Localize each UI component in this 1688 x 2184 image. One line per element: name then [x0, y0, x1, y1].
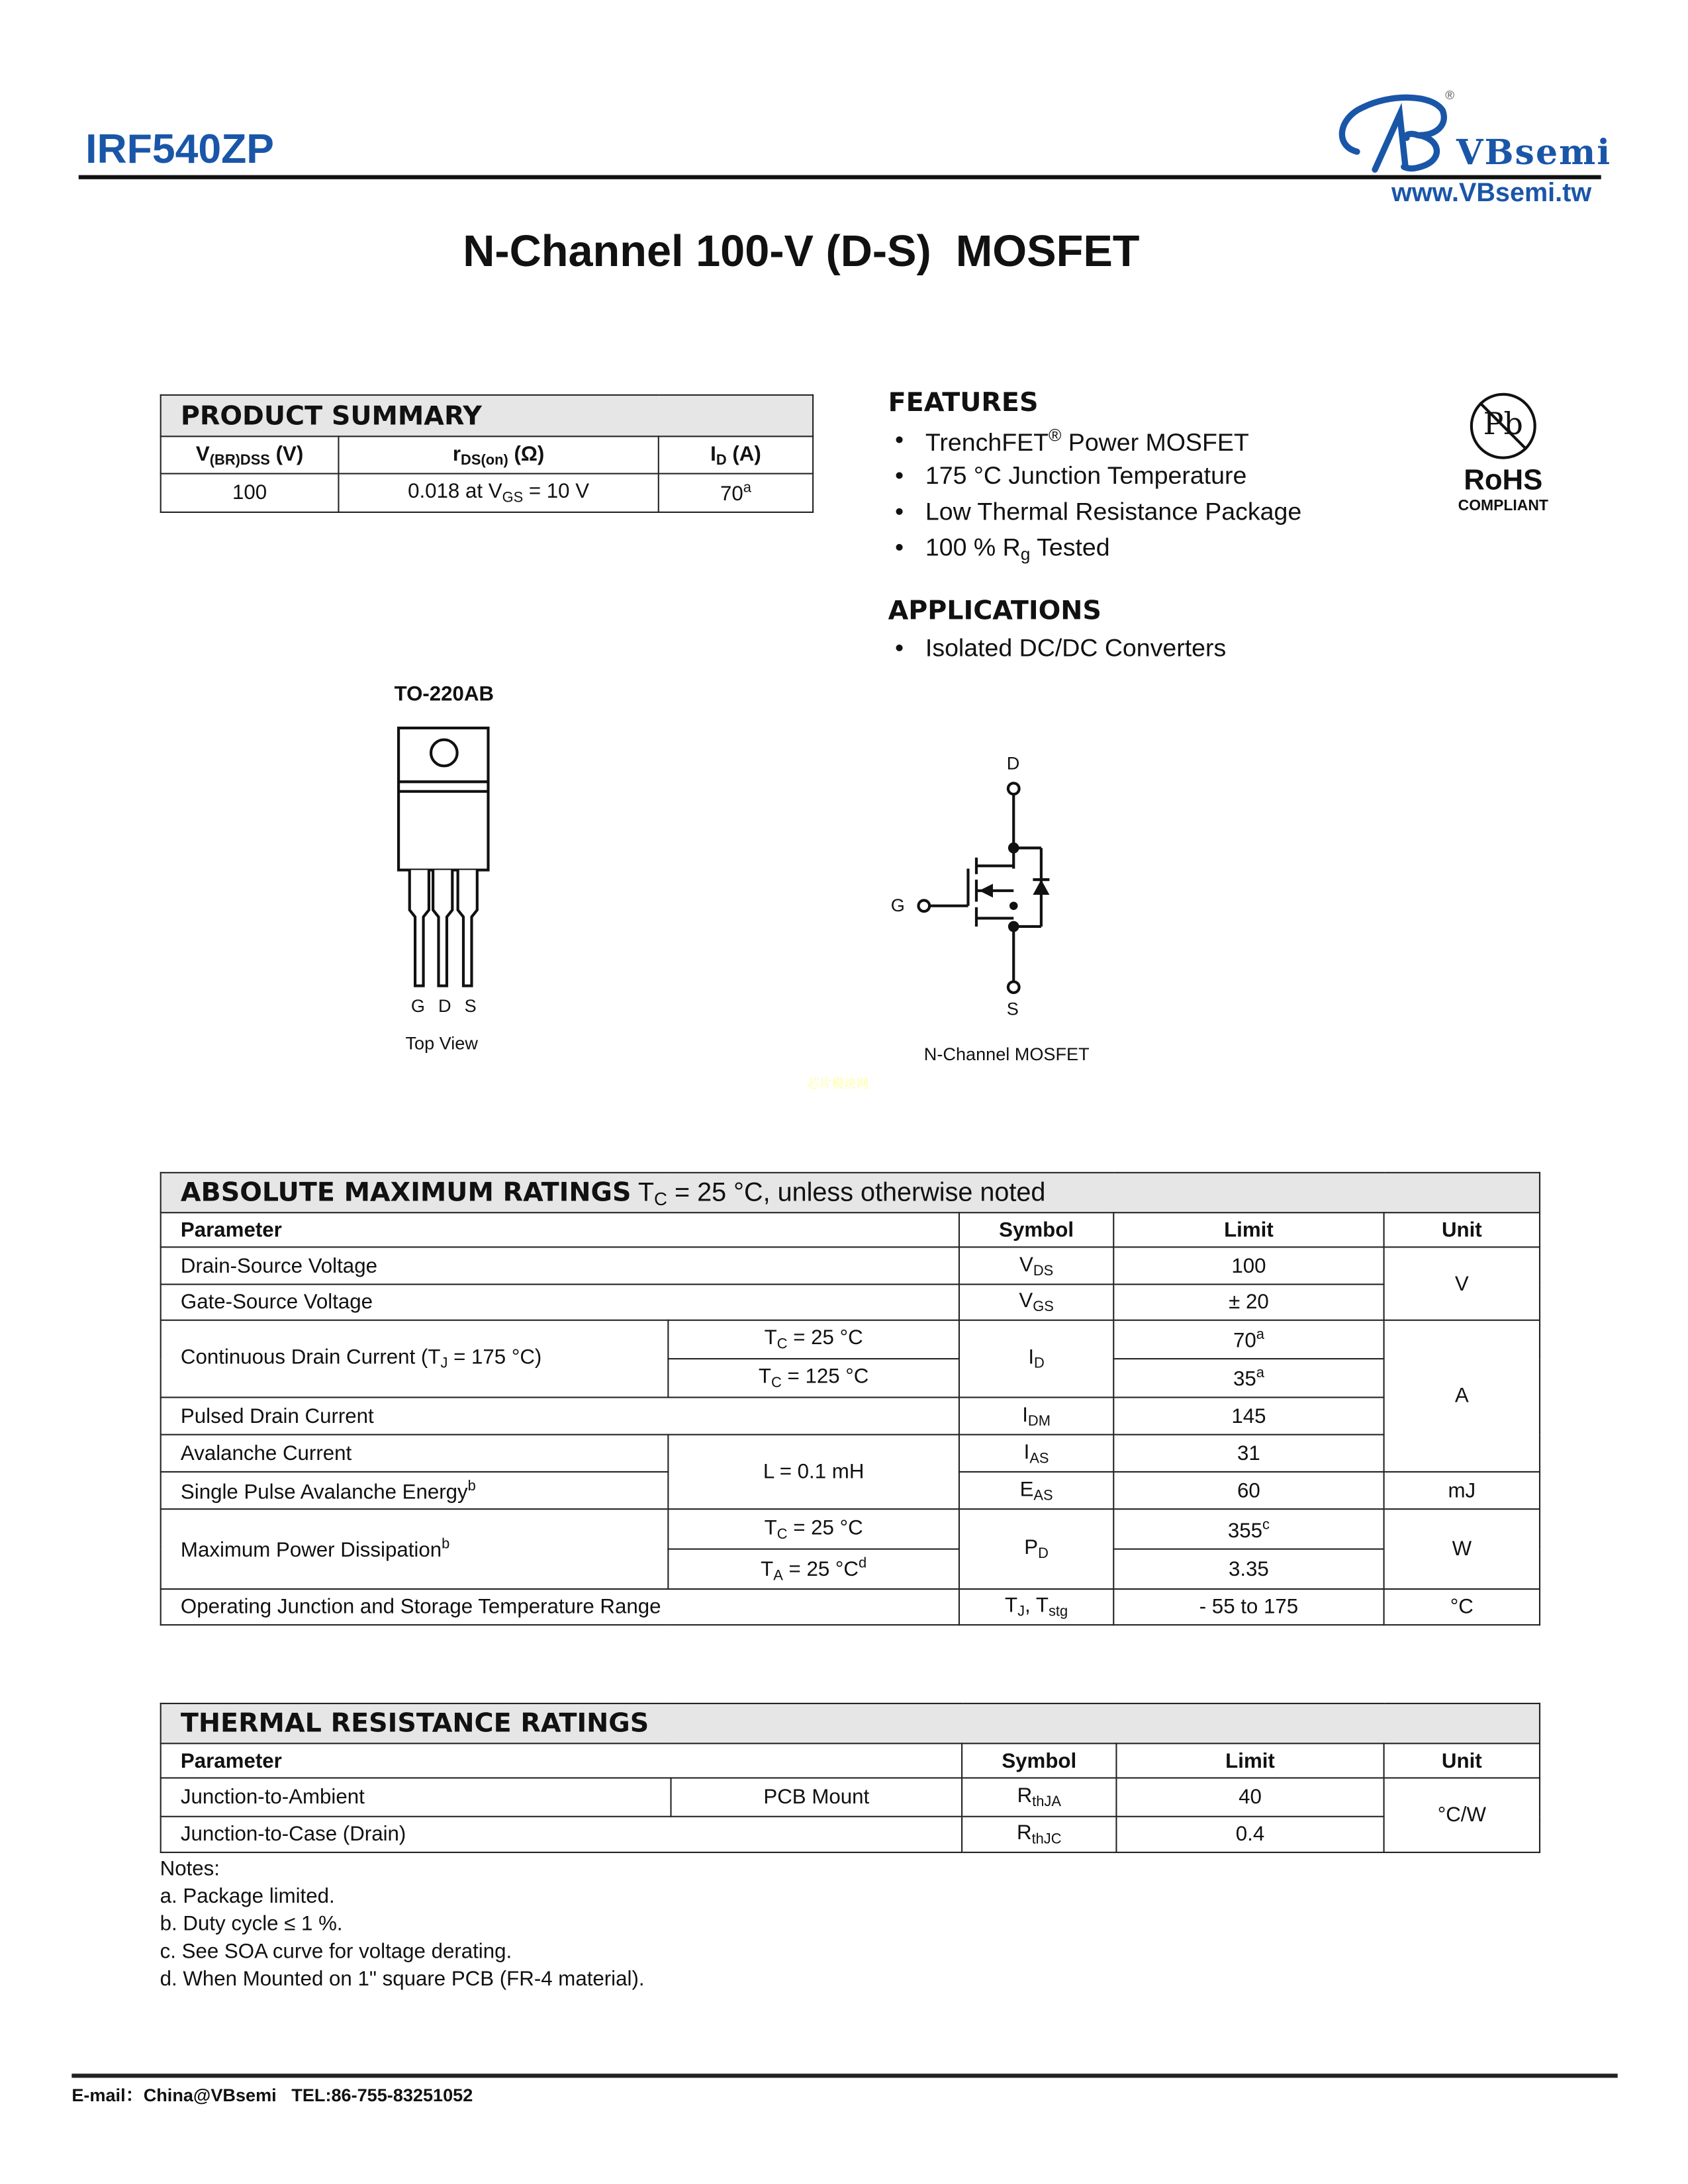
product-summary-table — [160, 394, 814, 513]
param: Operating Junction and Storage Temperature Range — [161, 1589, 959, 1625]
limit: 70$^a$ — [1113, 1320, 1383, 1359]
table-row — [161, 1285, 1540, 1320]
applications-heading: APPLICATIONS — [888, 595, 1102, 626]
col-vds: $V_{(BR)DSS}$ (V) — [161, 436, 339, 473]
website-link[interactable]: www.VBsemi.tw — [1391, 179, 1592, 208]
unit: °C/W — [1384, 1778, 1540, 1852]
drain-label: D — [1006, 752, 1020, 774]
rohs-compliant: COMPLIANT — [1458, 498, 1548, 515]
package-name: TO-220AB — [394, 682, 494, 706]
limit: 35$^a$ — [1113, 1359, 1383, 1397]
limit: 355$^c$ — [1113, 1509, 1383, 1549]
limit: 3.35 — [1113, 1549, 1383, 1589]
limit: 40 — [1116, 1778, 1383, 1816]
table-row — [161, 1435, 1540, 1472]
param: Single Pulse Avalanche Energy$^b$ — [161, 1472, 669, 1509]
unit: W — [1384, 1509, 1540, 1589]
limit: - 55 to 175 — [1113, 1589, 1383, 1625]
condition: L = 0.1 mH — [668, 1435, 959, 1509]
symbol: $E_{AS}$ — [959, 1472, 1113, 1509]
col-symbol: Symbol — [959, 1212, 1113, 1247]
pin-labels: G D S — [410, 995, 477, 1017]
col-symbol: Symbol — [962, 1743, 1116, 1778]
col-unit: Unit — [1384, 1743, 1540, 1778]
product-summary-title: PRODUCT SUMMARY — [161, 395, 813, 436]
symbol: $T_J$, $T_{stg}$ — [959, 1589, 1113, 1625]
note: c. See SOA curve for voltage derating. — [160, 1940, 512, 1964]
param: Maximum Power Dissipation$^b$ — [161, 1509, 669, 1589]
feature-item: • Low Thermal Resistance Package — [925, 498, 1301, 533]
gate-label: G — [890, 895, 905, 916]
registered-mark: ® — [1445, 88, 1455, 103]
footer-rule — [71, 2073, 1617, 2077]
col-parameter: Parameter — [161, 1743, 962, 1778]
symbol: $R_{thJC}$ — [962, 1817, 1116, 1852]
symbol: $V_{GS}$ — [959, 1285, 1113, 1320]
col-id: $I_D$ (A) — [659, 436, 813, 473]
source-label: S — [1006, 998, 1019, 1019]
col-parameter: Parameter — [161, 1212, 959, 1247]
param: Gate-Source Voltage — [161, 1285, 959, 1320]
watermark: 芯片模块网 — [806, 1077, 869, 1091]
symbol: $R_{thJA}$ — [962, 1778, 1116, 1816]
rds-value: 0.018 at $V_{GS} = 10$ V — [338, 474, 658, 512]
table-row — [161, 1817, 1540, 1852]
feature-item: • 175 °C Junction Temperature — [925, 462, 1301, 498]
abs-max-title: ABSOLUTE MAXIMUM RATINGS $T_C = 25$ °C, unless otherwise noted — [161, 1173, 1540, 1212]
footer-tel: TEL:86-755-83251052 — [291, 2084, 473, 2106]
note: b. Duty cycle ≤ 1 %. — [160, 1912, 343, 1936]
condition: PCB Mount — [671, 1778, 962, 1816]
table-row — [161, 1320, 1540, 1359]
param: Junction-to-Case (Drain) — [161, 1817, 962, 1852]
param: Drain-Source Voltage — [161, 1247, 959, 1284]
footer-email: E-mail：China@VBsemi — [71, 2084, 277, 2106]
col-limit: Limit — [1116, 1743, 1383, 1778]
lead-free-circle — [1470, 393, 1536, 459]
table-row — [161, 1589, 1540, 1625]
applications-list — [925, 634, 1226, 670]
condition: $T_C = 125$ °C — [668, 1359, 959, 1397]
id-value: 70$^a$ — [659, 474, 813, 512]
condition: $T_C = 25$ °C — [668, 1509, 959, 1549]
limit: 0.4 — [1116, 1817, 1383, 1852]
package-view-label: Top View — [405, 1032, 478, 1054]
symbol-caption: N-Channel MOSFET — [923, 1044, 1090, 1065]
vb-logo-mark-icon — [1335, 88, 1459, 176]
symbol: $V_{DS}$ — [959, 1247, 1113, 1284]
notes-heading: Notes: — [160, 1857, 220, 1881]
param: Continuous Drain Current ($T_J = 175$ °C) — [161, 1320, 669, 1398]
thermal-resistance-table — [160, 1703, 1540, 1853]
absolute-maximum-ratings-table — [160, 1172, 1540, 1625]
thermal-title: THERMAL RESISTANCE RATINGS — [161, 1704, 1540, 1743]
condition: $T_A = 25$ $^\circ C^d$ — [668, 1549, 959, 1589]
rohs-label: RoHS — [1464, 465, 1543, 496]
symbol: $I_{DM}$ — [959, 1397, 1113, 1434]
features-list — [925, 426, 1301, 570]
symbol: $I_{AS}$ — [959, 1435, 1113, 1472]
symbol: $P_D$ — [959, 1509, 1113, 1589]
param: Avalanche Current — [161, 1435, 669, 1472]
condition: $T_C = 25$ °C — [668, 1320, 959, 1359]
table-row — [161, 1397, 1540, 1434]
table-row — [161, 1247, 1540, 1284]
limit: 60 — [1113, 1472, 1383, 1509]
part-number: IRF540ZP — [85, 126, 274, 173]
limit: ± 20 — [1113, 1285, 1383, 1320]
notes — [160, 1856, 645, 1993]
feature-item: • 100 % $R_g$ Tested — [925, 533, 1301, 569]
vds-value: 100 — [161, 474, 339, 512]
col-unit: Unit — [1384, 1212, 1540, 1247]
features-heading: FEATURES — [888, 387, 1039, 418]
feature-item: • TrenchFET® Power MOSFET — [925, 426, 1301, 462]
symbol: $I_D$ — [959, 1320, 1113, 1398]
col-limit: Limit — [1113, 1212, 1383, 1247]
limit: 145 — [1113, 1397, 1383, 1434]
table-row — [161, 1509, 1540, 1549]
application-item: • Isolated DC/DC Converters — [925, 634, 1226, 670]
unit: mJ — [1384, 1472, 1540, 1509]
table-row — [161, 1778, 1540, 1816]
footer — [71, 2081, 473, 2107]
lead-free-icon: Pb — [1483, 408, 1523, 443]
to220-package-drawing — [393, 724, 496, 993]
logo-text: VBsemi — [1456, 132, 1612, 173]
document-title: N-Channel 100-V (D-S) MOSFET — [463, 226, 1140, 276]
unit: °C — [1384, 1589, 1540, 1625]
note: d. When Mounted on 1" square PCB (FR-4 material). — [160, 1967, 645, 1991]
unit: A — [1384, 1320, 1540, 1472]
unit: V — [1384, 1247, 1540, 1320]
rohs-badge — [1448, 393, 1558, 514]
limit: 100 — [1113, 1247, 1383, 1284]
param: Junction-to-Ambient — [161, 1778, 671, 1816]
limit: 31 — [1113, 1435, 1383, 1472]
param: Pulsed Drain Current — [161, 1397, 959, 1434]
n-channel-mosfet-symbol — [910, 772, 1062, 1007]
col-rds: $r_{DS(on)}$ (Ω) — [338, 436, 658, 473]
vbsemi-logo — [1335, 88, 1612, 176]
note: a. Package limited. — [160, 1884, 335, 1909]
